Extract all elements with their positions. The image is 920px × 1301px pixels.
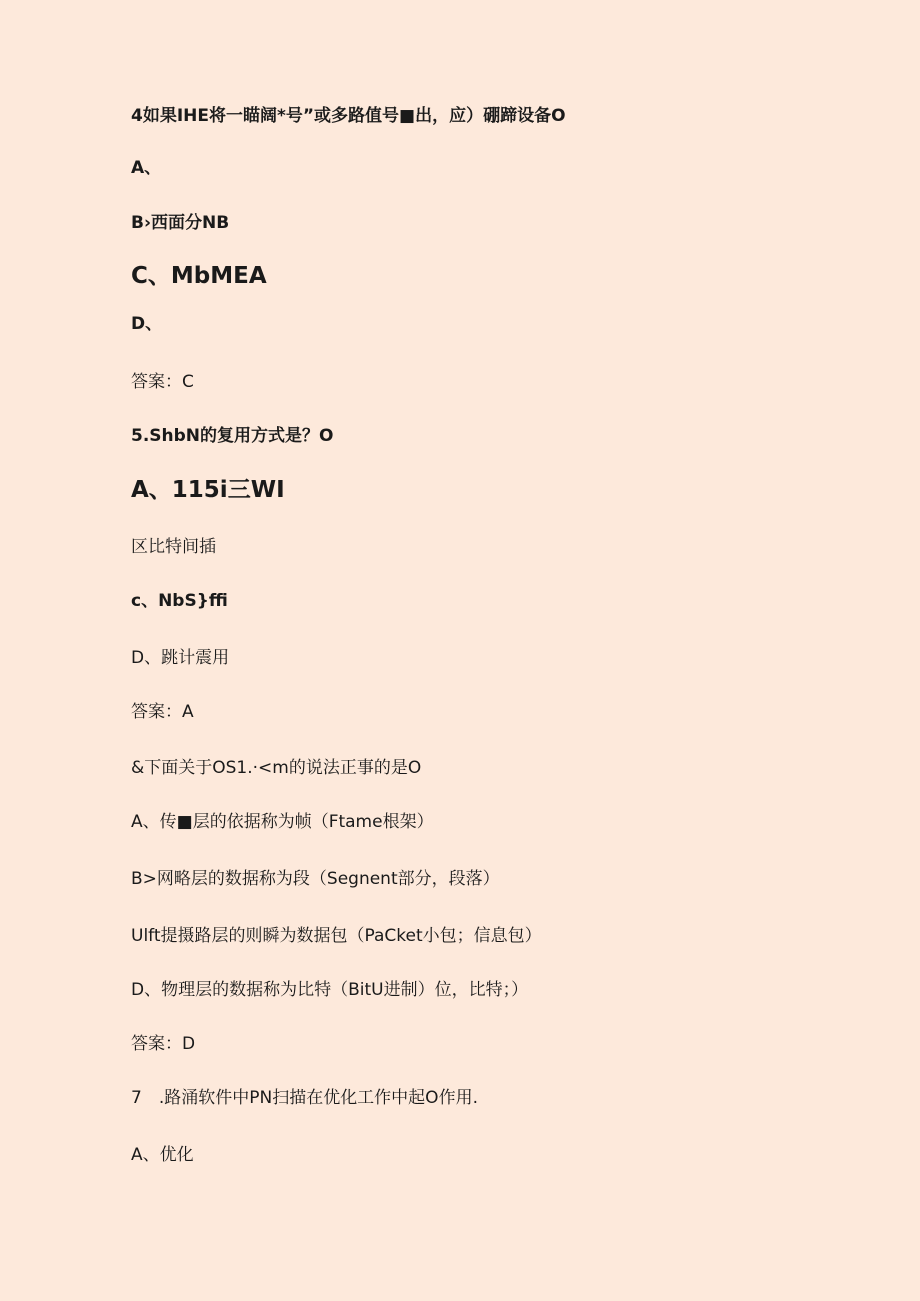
q5-option-c: c、NbS}ffi <box>131 591 228 611</box>
q5-option-a-text: A、115i三WI <box>131 477 285 503</box>
q5-option-d: D、跳计震用 <box>131 648 230 668</box>
q5-answer: 答案：A <box>131 702 194 722</box>
question-7: 7 .路涌软件中PN扫描在优化工作中起O作用. <box>131 1088 478 1108</box>
q5-option-b: 区比特间插 <box>131 537 216 557</box>
question-4: 4如果IHE将一瞄阔*号”或多路值号■出，应）硼蹄设备O <box>131 106 566 126</box>
q4-option-d: D、 <box>131 314 163 334</box>
q6-option-a: A、传■层的依据称为帧（Ftame根架） <box>131 812 434 832</box>
question-5: 5.ShbN的复用方式是？O <box>131 426 334 446</box>
q4-answer: 答案：C <box>131 372 194 392</box>
question-6: &下面关于OS1.·<m的说法正事的是O <box>131 758 422 778</box>
q6-answer: 答案：D <box>131 1034 196 1054</box>
q7-option-a: A、优化 <box>131 1145 194 1165</box>
q4-option-a: A、 <box>131 158 162 178</box>
q4-option-c <box>131 262 267 290</box>
q6-option-c: Ulft提摄路层的则瞬为数据包（PaCket小包；信息包） <box>131 926 542 946</box>
q5-option-a <box>131 476 285 504</box>
q4-option-b: B›西面分NB <box>131 213 230 233</box>
q6-option-d: D、物理层的数据称为比特（BitU进制）位，比特；） <box>131 980 529 1000</box>
q4-option-c-text: C、MbMEA <box>131 263 267 289</box>
q6-option-b: B>网略层的数据称为段（Segnent部分，段落） <box>131 869 500 889</box>
